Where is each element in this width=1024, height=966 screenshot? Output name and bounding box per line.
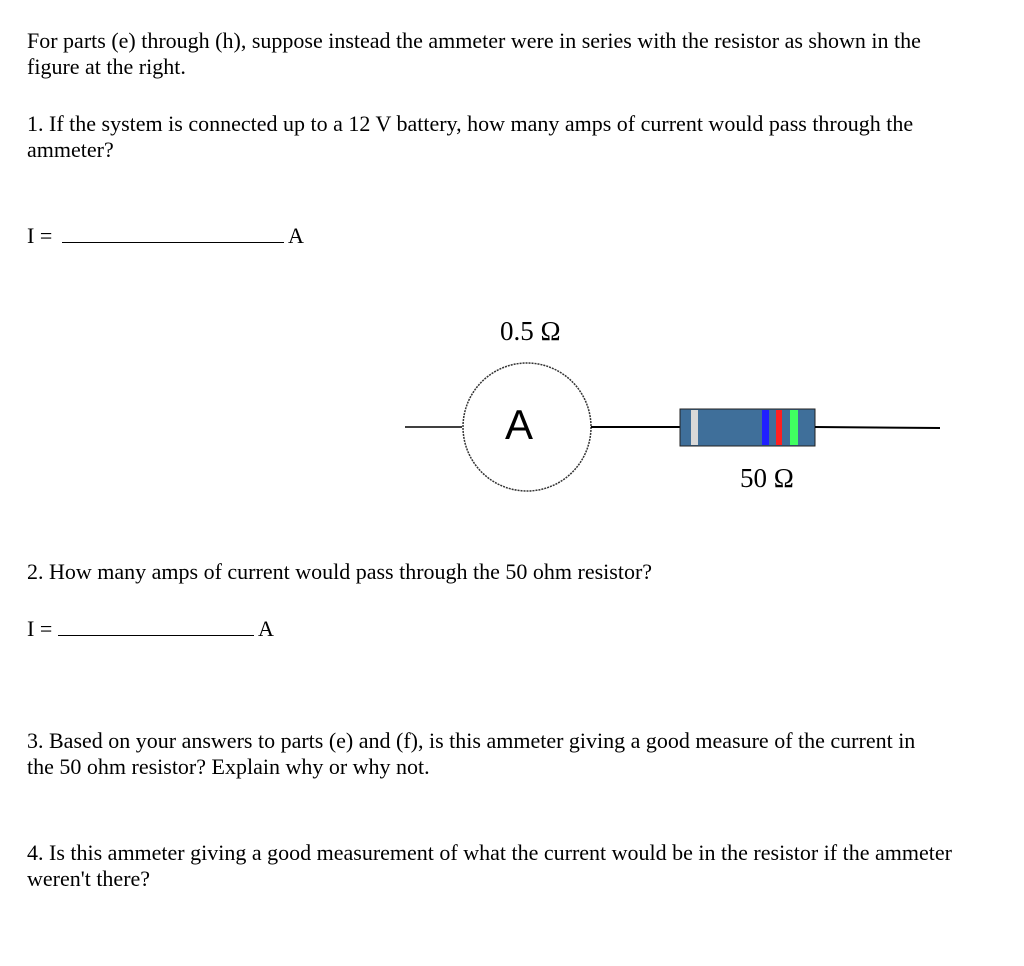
answer-2-blank[interactable]: [58, 635, 254, 636]
question-4-text: 4. Is this ammeter giving a good measurement of what the current would be in the resistor if the ammeter weren't there?: [27, 840, 952, 891]
answer-2-unit: A: [258, 616, 274, 641]
ammeter-resistance-label: 0.5 Ω: [500, 316, 561, 346]
resistor-band-2: [762, 410, 769, 445]
question-3-text: 3. Based on your answers to parts (e) and (f), is this ammeter giving a good measure of the current in the 50 ohm resistor? Explain why or why not.: [27, 728, 916, 779]
question-1-text: 1. If the system is connected up to a 12 V battery, how many amps of current would pass through the ammeter?: [27, 111, 914, 162]
resistor-band-3: [776, 410, 782, 445]
resistor-value-label: 50 Ω: [740, 463, 794, 493]
answer-2: [27, 616, 274, 642]
answer-2-prefix: I =: [27, 616, 53, 641]
resistor-band-1: [691, 410, 698, 445]
resistor-band-4: [790, 410, 798, 445]
intro-text: For parts (e) through (h), suppose instead the ammeter were in series with the resistor as shown in the figure at the right.: [27, 28, 921, 79]
answer-1-unit: A: [288, 223, 304, 248]
answer-1-prefix: I =: [27, 223, 53, 248]
right-wire: [815, 427, 940, 428]
question-2-text: 2. How many amps of current would pass through the 50 ohm resistor?: [27, 559, 653, 584]
ammeter-symbol: A: [505, 401, 534, 448]
